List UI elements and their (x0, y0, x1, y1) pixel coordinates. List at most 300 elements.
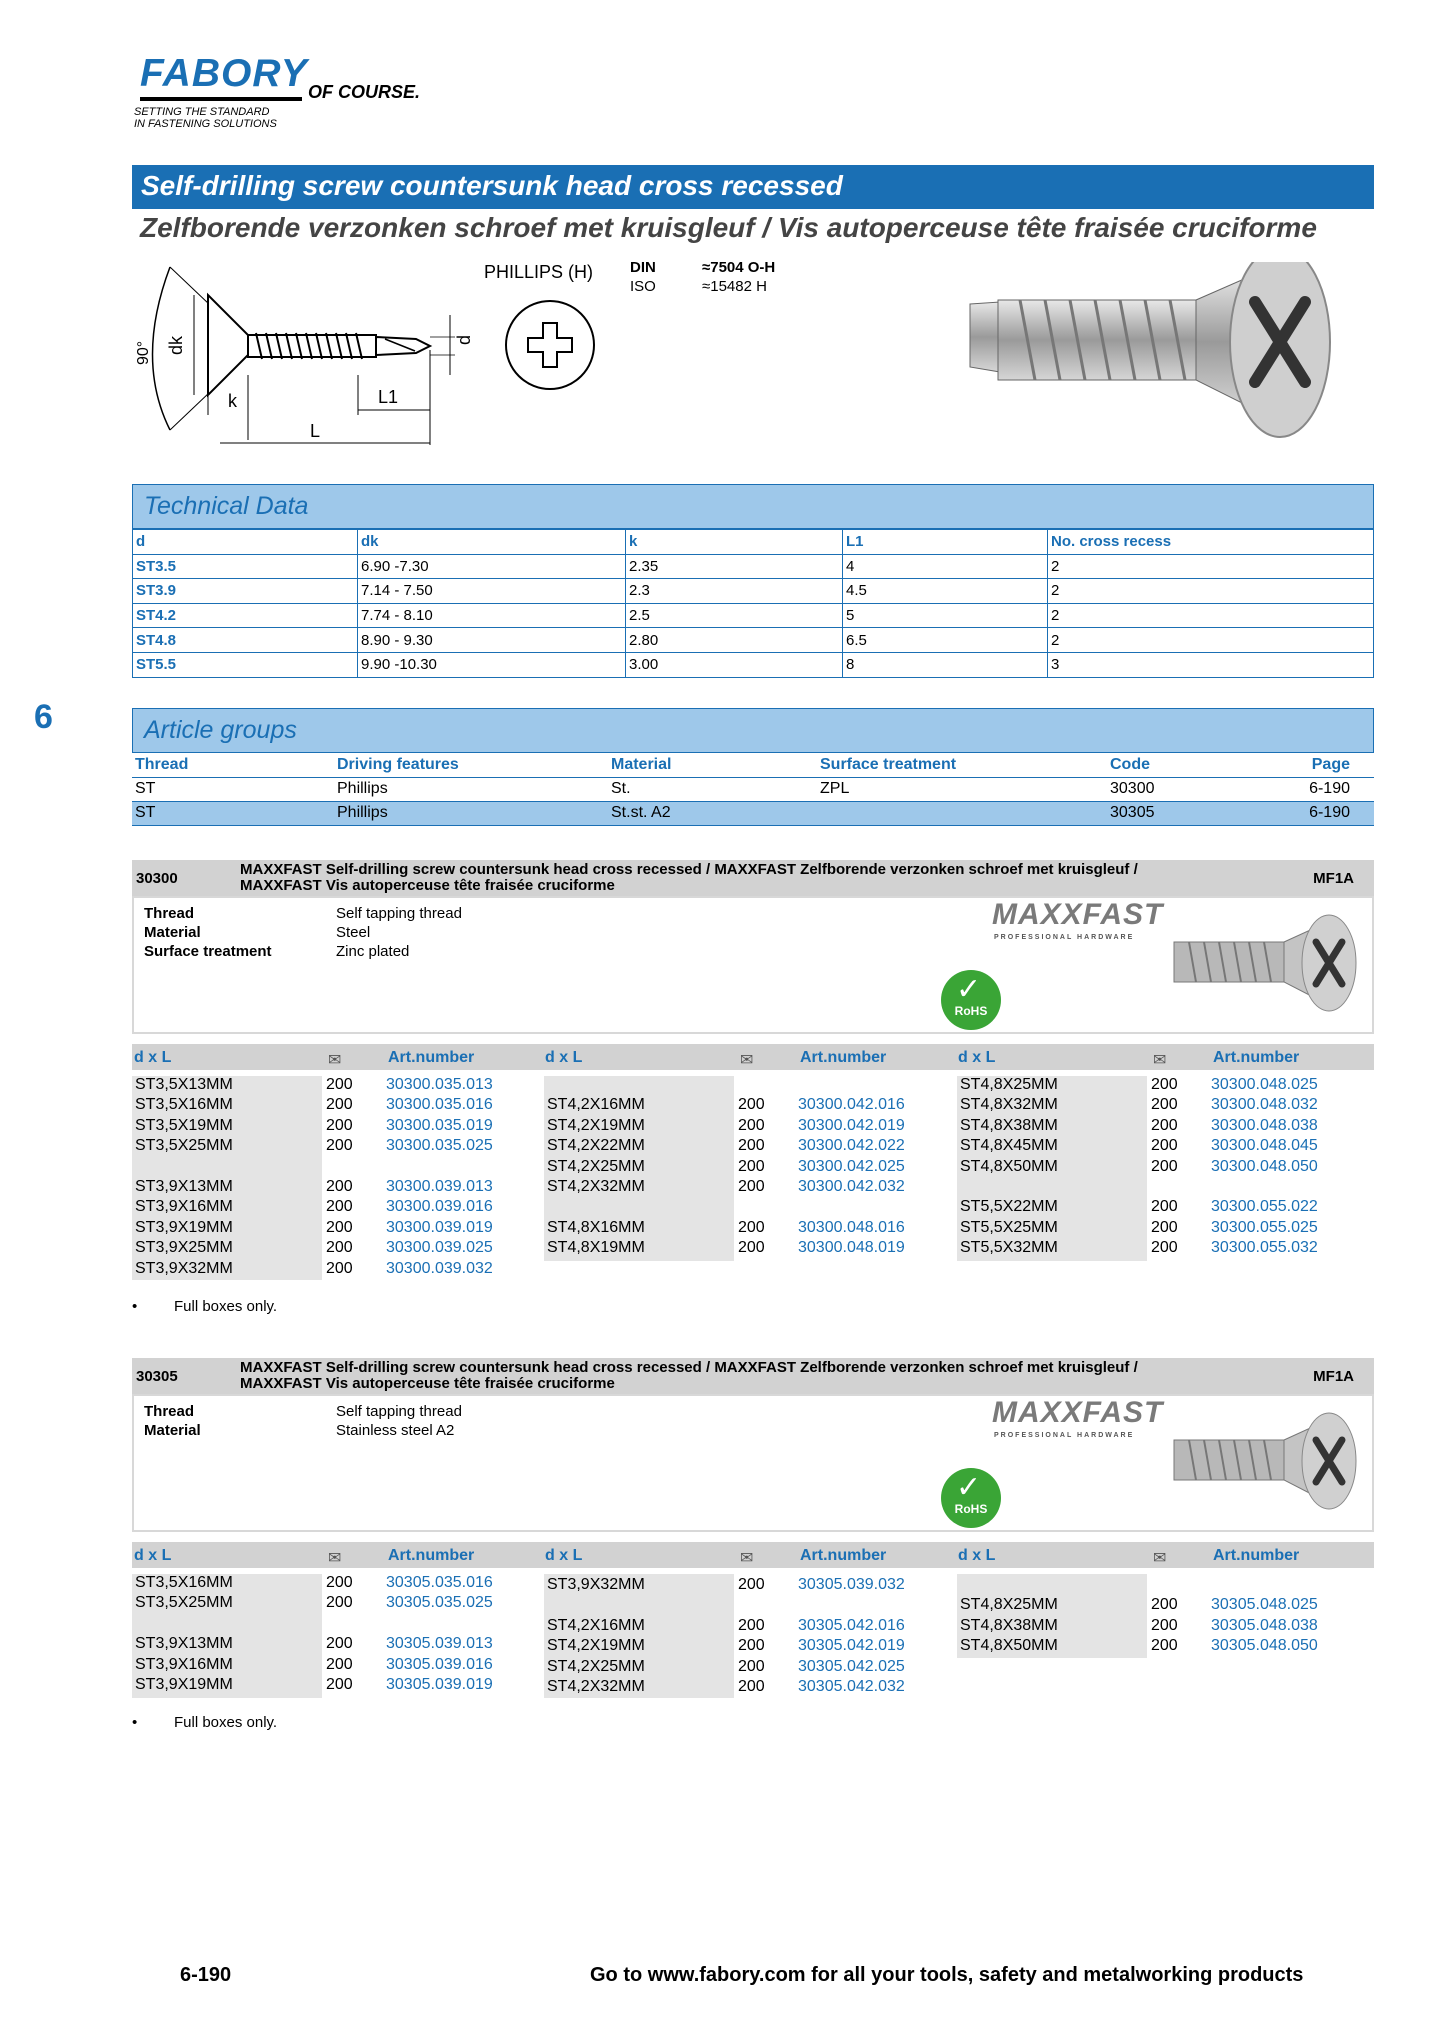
product-screw-thumbnail (1164, 914, 1364, 1014)
item-size: ST3,9X25MM (135, 1239, 233, 1257)
item-artnumber[interactable]: 30300.039.025 (386, 1239, 493, 1257)
spec-value: Self tapping thread (336, 905, 462, 922)
cell-d: ST5.5 (133, 652, 358, 677)
item-size: ST4,2X16MM (547, 1616, 645, 1634)
cell-d: ST3.9 (133, 579, 358, 604)
item-artnumber[interactable]: 30305.035.016 (386, 1574, 493, 1591)
list-spacer (135, 1614, 535, 1634)
cell-material: St. (608, 777, 817, 801)
item-qty: 200 (1151, 1096, 1178, 1114)
list-item[interactable] (547, 1177, 947, 1197)
item-artnumber[interactable]: 30300.055.022 (1211, 1198, 1318, 1216)
list-item[interactable] (960, 1595, 1360, 1615)
item-size: ST4,2X22MM (547, 1137, 645, 1155)
cell-page: 6-190 (1300, 777, 1374, 801)
logo-wordmark: FABORY (140, 52, 308, 95)
header-material: Material (608, 753, 817, 777)
table-row (133, 652, 1374, 677)
item-size: ST4,2X25MM (547, 1657, 645, 1675)
item-qty: 200 (1151, 1596, 1178, 1614)
item-size: ST3,5X25MM (135, 1594, 233, 1612)
screw-dimension-diagram (130, 255, 630, 465)
item-artnumber[interactable]: 30300.035.025 (386, 1137, 493, 1155)
item-size: ST4,8X32MM (960, 1096, 1058, 1114)
list-item[interactable] (547, 1095, 947, 1115)
item-size: ST3,5X16MM (135, 1096, 233, 1114)
item-qty: 200 (326, 1137, 353, 1155)
spec-key: Thread (144, 1403, 195, 1420)
item-size: ST4,8X50MM (960, 1637, 1058, 1655)
item-qty: 200 (1151, 1076, 1178, 1093)
cell-recess: 2 (1048, 628, 1374, 653)
spec-key: Surface treatment (144, 943, 272, 960)
product-info-30300 (132, 896, 1374, 1034)
cell-code: 30305 (1107, 801, 1300, 825)
item-size: ST4,2X19MM (547, 1116, 645, 1134)
product-description-line-2: MAXXFAST Vis autoperceuse tête fraisée cruciforme (240, 877, 615, 894)
cell-thread: ST (132, 801, 334, 825)
item-size: ST3,9X16MM (135, 1198, 233, 1216)
footnote-text: Full boxes only. (174, 1298, 278, 1315)
item-artnumber[interactable]: 30305.048.038 (1211, 1616, 1318, 1634)
header-driving: Driving features (334, 753, 608, 777)
list-spacer (135, 1157, 535, 1177)
list-item[interactable] (960, 1238, 1360, 1258)
item-size: ST3,5X25MM (135, 1137, 233, 1155)
item-qty: 200 (1151, 1239, 1178, 1257)
list-item[interactable] (135, 1573, 535, 1593)
item-qty: 200 (1151, 1198, 1178, 1216)
logo-tagline-line-2: IN FASTENING SOLUTIONS (134, 118, 277, 130)
list-item[interactable] (135, 1634, 535, 1654)
list-item[interactable] (547, 1218, 947, 1238)
cell-k: 2.80 (626, 628, 843, 653)
item-qty: 200 (326, 1116, 353, 1134)
item-size: ST4,8X25MM (960, 1596, 1058, 1614)
item-size: ST4,2X16MM (547, 1096, 645, 1114)
cell-code: 30300 (1107, 777, 1300, 801)
header-d: d (133, 530, 358, 555)
article-groups-section (132, 708, 1374, 826)
cell-k: 3.00 (626, 652, 843, 677)
list-spacer (547, 1595, 947, 1615)
header-k: k (626, 530, 843, 555)
page-title: Self-drilling screw countersunk head cross recessed (132, 165, 1374, 209)
list-item[interactable] (135, 1655, 535, 1675)
header-dk: dk (358, 530, 626, 555)
item-size: ST5,5X32MM (960, 1239, 1058, 1257)
cell-recess: 2 (1048, 554, 1374, 579)
diagram-label-d: d (454, 334, 474, 345)
page-subtitle: Zelfborende verzonken schroef met kruisgleuf / Vis autoperceuse tête fraisée cruciforme (140, 212, 1317, 243)
list-spacer (547, 1075, 947, 1095)
item-artnumber[interactable]: 30305.039.032 (798, 1576, 905, 1593)
list-item[interactable] (547, 1636, 947, 1656)
column-header-size: d x L (545, 1547, 583, 1564)
logo-slogan: OF COURSE. (308, 82, 421, 102)
article-column-2 (547, 1575, 947, 1697)
item-qty: 200 (1151, 1137, 1178, 1155)
item-qty: 200 (738, 1096, 765, 1114)
item-qty: 200 (326, 1676, 353, 1694)
spec-value: Zinc plated (336, 943, 410, 960)
item-artnumber[interactable]: 30300.048.016 (798, 1218, 905, 1236)
item-size: ST3,9X13MM (135, 1635, 233, 1653)
header-page: Page (1300, 753, 1374, 777)
item-qty: 200 (738, 1218, 765, 1236)
item-size: ST3,9X32MM (135, 1259, 233, 1277)
item-artnumber[interactable]: 30300.042.032 (798, 1178, 905, 1196)
column-header-artnumber: Art.number (800, 1547, 887, 1564)
table-row[interactable] (132, 801, 1374, 825)
list-item[interactable] (135, 1259, 535, 1279)
list-item[interactable] (547, 1157, 947, 1177)
list-item[interactable] (135, 1116, 535, 1136)
item-artnumber[interactable]: 30305.039.013 (386, 1635, 493, 1653)
item-artnumber[interactable]: 30300.048.045 (1211, 1137, 1318, 1155)
item-size: ST4,8X45MM (960, 1137, 1058, 1155)
article-list-header-30300 (132, 1044, 1374, 1070)
cell-recess: 2 (1048, 603, 1374, 628)
item-size: ST3,5X19MM (135, 1116, 233, 1134)
footnote-30305: • Full boxes only. (132, 1714, 278, 1731)
item-artnumber[interactable]: 30300.039.032 (386, 1259, 493, 1277)
maxxfast-logo-subtitle: PROFESSIONAL HARDWARE (994, 1432, 1135, 1439)
technical-data-section (132, 484, 1374, 678)
spec-value: Stainless steel A2 (336, 1422, 455, 1439)
item-qty: 200 (326, 1239, 353, 1257)
cell-dk: 9.90 -10.30 (358, 652, 626, 677)
standard-din-value: ≈7504 O-H (702, 259, 776, 276)
product-description (240, 1360, 1240, 1392)
item-artnumber[interactable]: 30300.039.019 (386, 1218, 493, 1236)
technical-data-table (132, 529, 1374, 678)
header-surface: Surface treatment (817, 753, 1107, 777)
item-size: ST3,9X16MM (135, 1655, 233, 1673)
column-header-artnumber: Art.number (800, 1049, 887, 1066)
cell-d: ST4.8 (133, 628, 358, 653)
cell-dk: 7.74 - 8.10 (358, 603, 626, 628)
item-qty: 200 (326, 1594, 353, 1612)
item-size: ST3,5X16MM (135, 1574, 233, 1591)
item-size: ST4,8X16MM (547, 1218, 645, 1236)
logo-tagline (134, 106, 277, 130)
product-screw-thumbnail (1164, 1412, 1364, 1512)
item-qty: 200 (738, 1239, 765, 1257)
item-size: ST5,5X22MM (960, 1198, 1058, 1216)
column-header-size: d x L (958, 1547, 996, 1564)
screw-product-image (960, 262, 1360, 462)
standard-iso-label: ISO (630, 278, 656, 295)
table-row (133, 603, 1374, 628)
item-artnumber[interactable]: 30305.048.025 (1211, 1596, 1318, 1614)
list-item[interactable] (135, 1136, 535, 1156)
item-qty: 200 (326, 1096, 353, 1114)
item-qty: 200 (1151, 1116, 1178, 1134)
item-qty: 200 (1151, 1218, 1178, 1236)
item-qty: 200 (326, 1198, 353, 1216)
item-qty: 200 (1151, 1157, 1178, 1175)
item-qty: 200 (1151, 1616, 1178, 1634)
cell-l1: 6.5 (843, 628, 1048, 653)
column-header-size: d x L (134, 1049, 172, 1066)
item-artnumber[interactable]: 30305.039.016 (386, 1655, 493, 1673)
product-mf-code: MF1A (1313, 1368, 1354, 1385)
article-column-2 (547, 1075, 947, 1259)
item-artnumber[interactable]: 30305.039.019 (386, 1676, 493, 1694)
rohs-label: RoHS (954, 1004, 988, 1018)
box-icon: ✉ (740, 1550, 754, 1567)
item-artnumber[interactable]: 30300.055.032 (1211, 1239, 1318, 1257)
cell-driving: Phillips (334, 801, 608, 825)
product-mf-code: MF1A (1313, 870, 1354, 887)
maxxfast-logo-subtitle: PROFESSIONAL HARDWARE (994, 934, 1135, 941)
footnote-30300: • Full boxes only. (132, 1298, 278, 1315)
item-artnumber[interactable]: 30305.042.032 (798, 1678, 905, 1696)
list-spacer (960, 1575, 1360, 1595)
item-artnumber[interactable]: 30300.048.025 (1211, 1076, 1318, 1093)
column-header-artnumber: Art.number (1213, 1547, 1300, 1564)
header-cross-recess: No. cross recess (1048, 530, 1374, 555)
cell-d: ST3.5 (133, 554, 358, 579)
header-thread: Thread (132, 753, 334, 777)
column-header-artnumber: Art.number (1213, 1049, 1300, 1066)
spec-key: Thread (144, 905, 195, 922)
item-qty: 200 (326, 1076, 353, 1093)
list-item[interactable] (135, 1075, 535, 1095)
spec-value: Self tapping thread (336, 1403, 462, 1420)
cell-thread: ST (132, 777, 334, 801)
list-item[interactable] (960, 1075, 1360, 1095)
column-header-size: d x L (545, 1049, 583, 1066)
chapter-number: 6 (34, 698, 53, 736)
item-artnumber[interactable]: 30300.048.038 (1211, 1116, 1318, 1134)
item-qty: 200 (738, 1157, 765, 1175)
item-qty: 200 (738, 1678, 765, 1696)
cell-dk: 7.14 - 7.50 (358, 579, 626, 604)
item-size: ST4,2X25MM (547, 1157, 645, 1175)
article-column-1 (135, 1573, 535, 1695)
cell-l1: 5 (843, 603, 1048, 628)
article-column-1 (135, 1075, 535, 1279)
item-artnumber[interactable]: 30300.048.019 (798, 1239, 905, 1257)
item-qty: 200 (738, 1616, 765, 1634)
item-artnumber[interactable]: 30305.035.025 (386, 1594, 493, 1612)
item-size: ST4,2X32MM (547, 1178, 645, 1196)
item-artnumber[interactable]: 30300.035.016 (386, 1096, 493, 1114)
list-item[interactable] (135, 1675, 535, 1695)
item-artnumber[interactable]: 30300.039.016 (386, 1198, 493, 1216)
spec-key: Material (144, 1422, 201, 1439)
product-code: 30305 (136, 1368, 178, 1385)
item-artnumber[interactable]: 30300.042.019 (798, 1116, 905, 1134)
item-qty: 200 (326, 1178, 353, 1196)
item-artnumber[interactable]: 30300.035.019 (386, 1116, 493, 1134)
list-item[interactable] (135, 1238, 535, 1258)
item-size: ST4,2X19MM (547, 1637, 645, 1655)
spec-list (144, 1402, 462, 1440)
list-item[interactable] (960, 1197, 1360, 1217)
technical-data-heading: Technical Data (132, 484, 1374, 529)
list-item[interactable] (135, 1593, 535, 1613)
item-artnumber[interactable]: 30300.035.013 (386, 1076, 493, 1093)
page-number: 6-190 (180, 1964, 232, 1986)
table-row (133, 628, 1374, 653)
cell-driving: Phillips (334, 777, 608, 801)
list-item[interactable] (135, 1218, 535, 1238)
list-item[interactable] (547, 1116, 947, 1136)
header-code: Code (1107, 753, 1300, 777)
cell-page: 6-190 (1300, 801, 1374, 825)
item-size: ST4,8X19MM (547, 1239, 645, 1257)
item-qty: 200 (738, 1657, 765, 1675)
product-description (240, 862, 1240, 894)
cell-dk: 6.90 -7.30 (358, 554, 626, 579)
logo-underline (140, 97, 302, 101)
item-size: ST4,8X50MM (960, 1157, 1058, 1175)
rohs-label: RoHS (954, 1502, 988, 1516)
header-l1: L1 (843, 530, 1048, 555)
item-size: ST3,9X13MM (135, 1178, 233, 1196)
list-item[interactable] (960, 1636, 1360, 1656)
cell-d: ST4.2 (133, 603, 358, 628)
list-item[interactable] (135, 1177, 535, 1197)
item-qty: 200 (738, 1178, 765, 1196)
column-header-size: d x L (134, 1547, 172, 1564)
cell-k: 2.35 (626, 554, 843, 579)
list-item[interactable] (547, 1238, 947, 1258)
item-size: ST3,9X19MM (135, 1676, 233, 1694)
table-header-row (133, 530, 1374, 555)
standard-iso-value: ≈15482 H (702, 278, 767, 295)
item-artnumber[interactable]: 30300.048.032 (1211, 1096, 1318, 1114)
article-groups-table (132, 753, 1374, 826)
item-artnumber[interactable]: 30300.055.025 (1211, 1218, 1318, 1236)
item-size: ST4,2X32MM (547, 1678, 645, 1696)
list-item[interactable] (960, 1616, 1360, 1636)
recess-type-label: PHILLIPS (H) (484, 262, 594, 282)
item-size: ST4,8X25MM (960, 1076, 1058, 1093)
cell-material: St.st. A2 (608, 801, 817, 825)
box-icon: ✉ (328, 1550, 342, 1567)
box-icon: ✉ (740, 1052, 754, 1069)
item-size: ST3,9X32MM (547, 1576, 645, 1593)
standards-block (630, 258, 775, 296)
list-item[interactable] (547, 1136, 947, 1156)
article-column-3 (960, 1075, 1360, 1259)
item-size: ST4,8X38MM (960, 1116, 1058, 1134)
table-row[interactable] (132, 777, 1374, 801)
list-spacer (547, 1197, 947, 1217)
spec-list (144, 904, 462, 961)
list-item[interactable] (960, 1157, 1360, 1177)
list-item[interactable] (960, 1136, 1360, 1156)
item-size: ST4,8X38MM (960, 1616, 1058, 1634)
rohs-badge: ✓ RoHS (941, 1468, 1001, 1528)
list-item[interactable] (135, 1095, 535, 1115)
item-artnumber[interactable]: 30305.048.050 (1211, 1637, 1318, 1655)
item-qty: 200 (738, 1637, 765, 1655)
list-item[interactable] (135, 1197, 535, 1217)
item-artnumber[interactable]: 30305.042.019 (798, 1637, 905, 1655)
item-artnumber[interactable]: 30305.042.025 (798, 1657, 905, 1675)
item-artnumber[interactable]: 30305.042.016 (798, 1616, 905, 1634)
item-qty: 200 (326, 1218, 353, 1236)
item-size: ST3,5X13MM (135, 1076, 233, 1093)
cell-k: 2.5 (626, 603, 843, 628)
diagram-label-dk: dk (166, 335, 186, 355)
product-description-line-2: MAXXFAST Vis autoperceuse tête fraisée cruciforme (240, 1375, 615, 1392)
product-header-30300 (132, 860, 1374, 896)
product-description-line-1: MAXXFAST Self-drilling screw countersunk head cross recessed / MAXXFAST Zelfborende verzonken schroef met kruisgleuf / (240, 1359, 1138, 1376)
diagram-label-l: L (310, 421, 321, 441)
maxxfast-logo: MAXXFAST (992, 898, 1164, 931)
article-column-3 (960, 1575, 1360, 1657)
list-item[interactable] (960, 1095, 1360, 1115)
cell-l1: 4 (843, 554, 1048, 579)
footnote-text: Full boxes only. (174, 1714, 278, 1731)
item-artnumber[interactable]: 30300.042.016 (798, 1096, 905, 1114)
spec-key: Material (144, 924, 201, 941)
table-row (133, 579, 1374, 604)
item-qty: 200 (326, 1655, 353, 1673)
table-row (133, 554, 1374, 579)
item-artnumber[interactable]: 30300.039.013 (386, 1178, 493, 1196)
product-description-line-1: MAXXFAST Self-drilling screw countersunk head cross recessed / MAXXFAST Zelfborende verzonken schroef met kruisgleuf / (240, 861, 1138, 878)
standard-din-label: DIN (630, 259, 656, 276)
footer-text: Go to www.fabory.com for all your tools, safety and metalworking products (590, 1964, 1304, 1986)
item-qty: 200 (1151, 1637, 1178, 1655)
box-icon: ✉ (1153, 1550, 1167, 1567)
item-artnumber[interactable]: 30300.042.022 (798, 1137, 905, 1155)
cell-surface: ZPL (817, 777, 1107, 801)
box-icon: ✉ (1153, 1052, 1167, 1069)
column-header-size: d x L (958, 1049, 996, 1066)
logo-tagline-line-1: SETTING THE STANDARD (134, 106, 270, 118)
column-header-artnumber: Art.number (388, 1049, 475, 1066)
diagram-label-l1: L1 (378, 387, 399, 407)
cell-surface (817, 801, 1107, 825)
list-spacer (960, 1177, 1360, 1197)
rohs-badge: ✓ RoHS (941, 970, 1001, 1030)
cell-recess: 3 (1048, 652, 1374, 677)
list-item[interactable] (547, 1616, 947, 1636)
spec-value: Steel (336, 924, 371, 941)
cell-l1: 8 (843, 652, 1048, 677)
product-header-30305 (132, 1358, 1374, 1394)
item-size: ST3,9X19MM (135, 1218, 233, 1236)
item-qty: 200 (326, 1574, 353, 1591)
item-qty: 200 (738, 1576, 765, 1593)
list-item[interactable] (960, 1116, 1360, 1136)
list-item[interactable] (547, 1575, 947, 1595)
item-qty: 200 (326, 1259, 353, 1277)
item-size: ST5,5X25MM (960, 1218, 1058, 1236)
item-artnumber[interactable]: 30300.048.050 (1211, 1157, 1318, 1175)
list-item[interactable] (547, 1657, 947, 1677)
list-item[interactable] (547, 1677, 947, 1697)
product-info-30305 (132, 1394, 1374, 1532)
maxxfast-logo: MAXXFAST (992, 1396, 1164, 1429)
column-header-artnumber: Art.number (388, 1547, 475, 1564)
list-item[interactable] (960, 1218, 1360, 1238)
item-qty: 200 (326, 1635, 353, 1653)
diagram-label-angle: 90° (135, 340, 152, 365)
cell-recess: 2 (1048, 579, 1374, 604)
product-code: 30300 (136, 870, 178, 887)
item-artnumber[interactable]: 30300.042.025 (798, 1157, 905, 1175)
cell-l1: 4.5 (843, 579, 1048, 604)
